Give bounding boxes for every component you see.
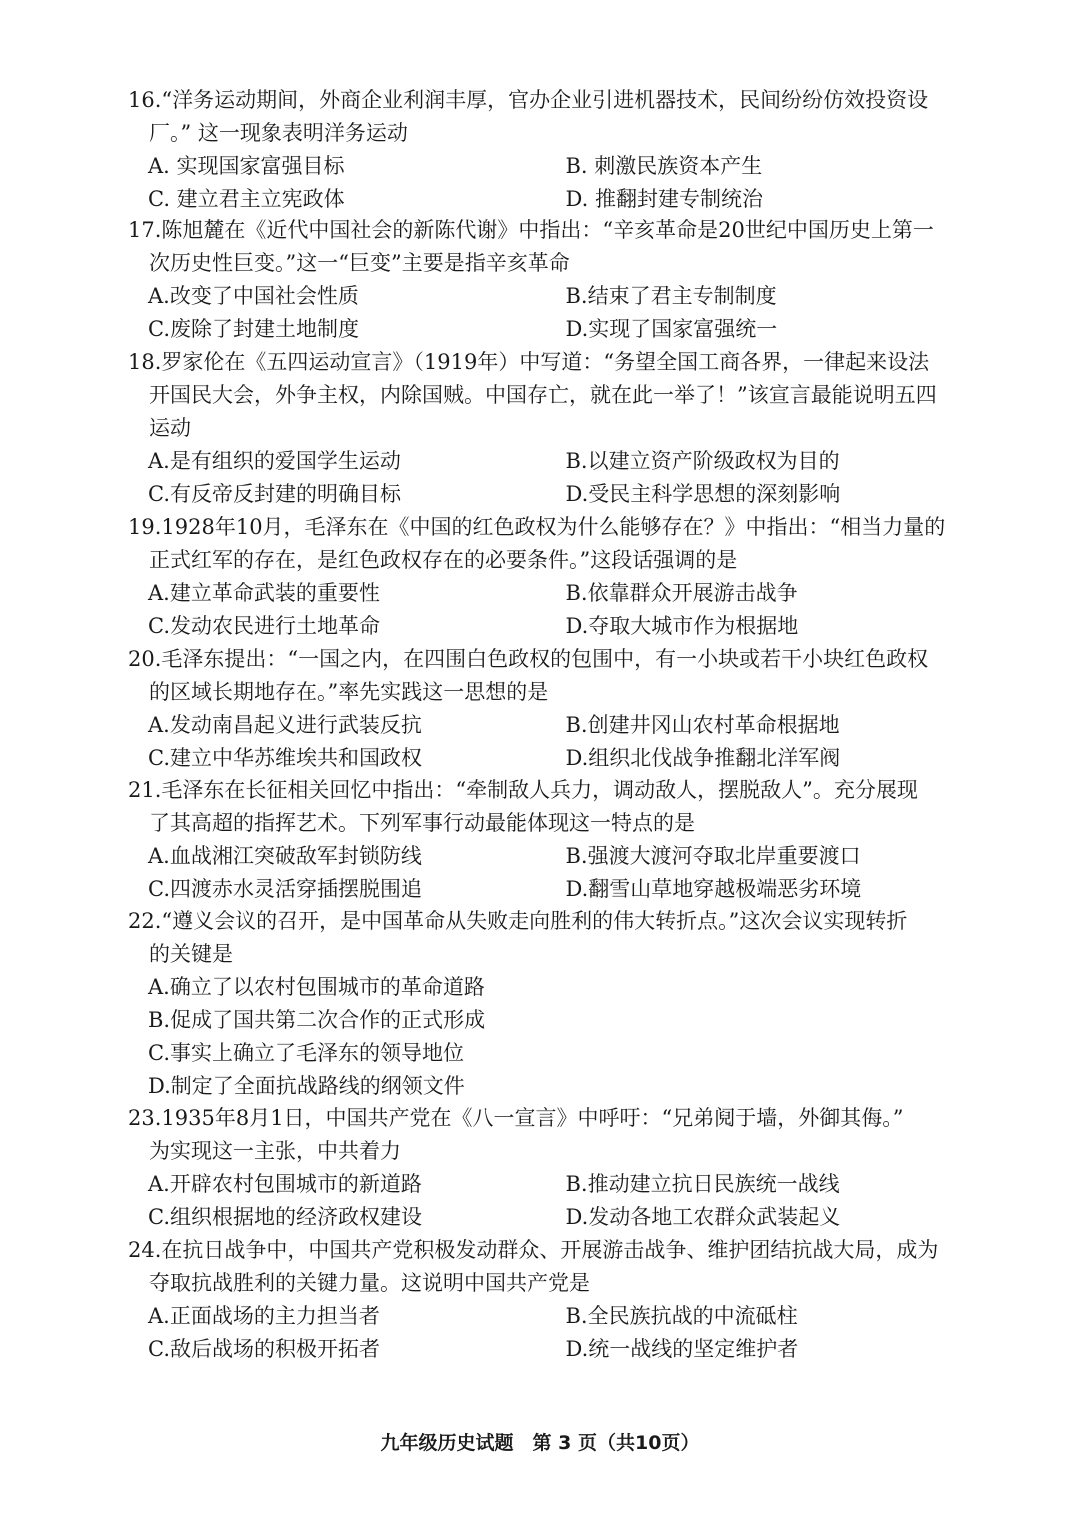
stem-line: 为实现这一主张，中共着力 [149, 1139, 401, 1163]
option-c: C.事实上确立了毛泽东的领导地位 [148, 1041, 464, 1065]
stem-line: 正式红军的存在，是红色政权存在的必要条件。”这段话强调的是 [149, 548, 738, 572]
option-d: D.受民主科学思想的深刻影响 [565, 482, 841, 506]
option-row [128, 1201, 963, 1234]
option-b: B.全民族抗战的中流砥柱 [565, 1304, 798, 1328]
option-d: D.夺取大城市作为根据地 [565, 614, 799, 638]
option-c: C.四渡赤水灵活穿插摆脱围追 [148, 877, 422, 901]
option-row [128, 445, 963, 478]
option-a: A.发动南昌起义进行武装反抗 [148, 713, 422, 737]
option-row [128, 709, 963, 742]
question-stem [128, 905, 963, 971]
stem-line: 了其高超的指挥艺术。下列军事行动最能体现这一特点的是 [149, 811, 695, 835]
option-line [128, 971, 963, 1004]
question-20 [128, 643, 963, 775]
stem-line: 24.在抗日战争中，中国共产党积极发动群众、开展游击战争、维护团结抗战大局，成为 [128, 1238, 939, 1262]
question-18 [128, 346, 963, 511]
option-a: A.是有组织的爱国学生运动 [148, 449, 401, 473]
stem-line: 的区域长期地存在。”率先实践这一思想的是 [149, 680, 549, 704]
option-d: D.组织北伐战争推翻北洋军阀 [565, 746, 841, 770]
question-stem [128, 346, 963, 445]
stem-line: 次历史性巨变。”这一“巨变”主要是指辛亥革命 [149, 251, 570, 275]
option-a: A.确立了以农村包围城市的革命道路 [148, 975, 485, 999]
option-d: D.制定了全面抗战路线的纲领文件 [148, 1074, 465, 1098]
option-line [128, 1004, 963, 1037]
option-b: B.以建立资产阶级政权为目的 [565, 449, 840, 473]
option-d: D.翻雪山草地穿越极端恶劣环境 [565, 877, 862, 901]
option-line [128, 1037, 963, 1070]
question-23 [128, 1102, 963, 1234]
question-17 [128, 214, 963, 346]
option-line [128, 1070, 963, 1103]
stem-line: 18.罗家伦在《五四运动宣言》（1919年）中写道：“务望全国工商各界，一律起来设法 [128, 350, 930, 374]
option-row [128, 478, 963, 511]
question-22 [128, 905, 963, 1103]
option-row [128, 183, 963, 216]
option-row [128, 610, 963, 643]
option-a: A.建立革命武装的重要性 [148, 581, 380, 605]
question-stem [128, 214, 963, 280]
option-row [128, 577, 963, 610]
page-footer: 九年级历史试题 第 3 页（共10页） [380, 1432, 700, 1454]
option-d: D.统一战线的坚定维护者 [565, 1337, 799, 1361]
stem-line: 21.毛泽东在长征相关回忆中指出：“牵制敌人兵力，调动敌人，摆脱敌人”。充分展现 [128, 778, 918, 802]
option-c: C.建立中华苏维埃共和国政权 [148, 746, 422, 770]
question-16 [128, 84, 963, 216]
question-stem [128, 774, 963, 840]
option-d: D. 推翻封建专制统治 [565, 187, 763, 211]
stem-line: 运动 [149, 416, 191, 440]
option-c: C.组织根据地的经济政权建设 [148, 1205, 422, 1229]
option-row [128, 1168, 963, 1201]
question-stem [128, 1102, 963, 1168]
question-19 [128, 511, 963, 643]
option-d: D.发动各地工农群众武装起义 [565, 1205, 841, 1229]
question-21 [128, 774, 963, 906]
option-d: D.实现了国家富强统一 [565, 317, 778, 341]
stem-line: 20.毛泽东提出：“一国之内，在四围白色政权的包围中，有一小块或若干小块红色政权 [128, 647, 929, 671]
question-24 [128, 1234, 963, 1366]
option-c: C.敌后战场的积极开拓者 [148, 1337, 380, 1361]
stem-line: 厂。” 这一现象表明洋务运动 [149, 121, 408, 145]
option-row [128, 313, 963, 346]
question-stem [128, 511, 963, 577]
option-c: C. 建立君主立宪政体 [148, 187, 345, 211]
option-a: A.正面战场的主力担当者 [148, 1304, 380, 1328]
option-b: B.强渡大渡河夺取北岸重要渡口 [565, 844, 861, 868]
option-b: B.结束了君主专制制度 [565, 284, 777, 308]
option-b: B.依靠群众开展游击战争 [565, 581, 798, 605]
stem-line: 23.1935年8月1日，中国共产党在《八一宣言》中呼吁：“兄弟阋于墙，外御其侮。” [128, 1106, 904, 1130]
option-b: B. 刺激民族资本产生 [565, 154, 763, 178]
stem-line: 22.“遵义会议的召开，是中国革命从失败走向胜利的伟大转折点。”这次会议实现转折 [128, 909, 908, 933]
question-stem [128, 84, 963, 150]
option-b: B.促成了国共第二次合作的正式形成 [148, 1008, 486, 1032]
option-c: C.有反帝反封建的明确目标 [148, 482, 401, 506]
stem-line: 16.“洋务运动期间，外商企业利润丰厚，官办企业引进机器技术，民间纷纷仿效投资设 [128, 88, 929, 112]
stem-line: 19.1928年10月，毛泽东在《中国的红色政权为什么能够存在？》中指出：“相当力量的 [128, 515, 946, 539]
option-row [128, 150, 963, 183]
question-stem [128, 1234, 963, 1300]
option-row [128, 873, 963, 906]
question-stem [128, 643, 963, 709]
option-a: A. 实现国家富强目标 [148, 154, 345, 178]
option-row [128, 280, 963, 313]
option-row [128, 840, 963, 873]
stem-line: 夺取抗战胜利的关键力量。这说明中国共产党是 [149, 1271, 590, 1295]
option-b: B.推动建立抗日民族统一战线 [565, 1172, 840, 1196]
option-a: A.开辟农村包围城市的新道路 [148, 1172, 422, 1196]
option-a: A.血战湘江突破敌军封锁防线 [148, 844, 422, 868]
stem-line: 开国民大会，外争主权，内除国贼。中国存亡，就在此一举了！”该宣言最能说明五四 [149, 383, 937, 407]
option-row [128, 1300, 963, 1333]
stem-line: 17.陈旭麓在《近代中国社会的新陈代谢》中指出：“辛亥革命是20世纪中国历史上第一 [128, 218, 934, 242]
option-c: C.废除了封建土地制度 [148, 317, 359, 341]
option-a: A.改变了中国社会性质 [148, 284, 359, 308]
option-row [128, 1333, 963, 1366]
stem-line: 的关键是 [149, 942, 233, 966]
option-b: B.创建井冈山农村革命根据地 [565, 713, 840, 737]
option-c: C.发动农民进行土地革命 [148, 614, 380, 638]
option-row [128, 742, 963, 775]
